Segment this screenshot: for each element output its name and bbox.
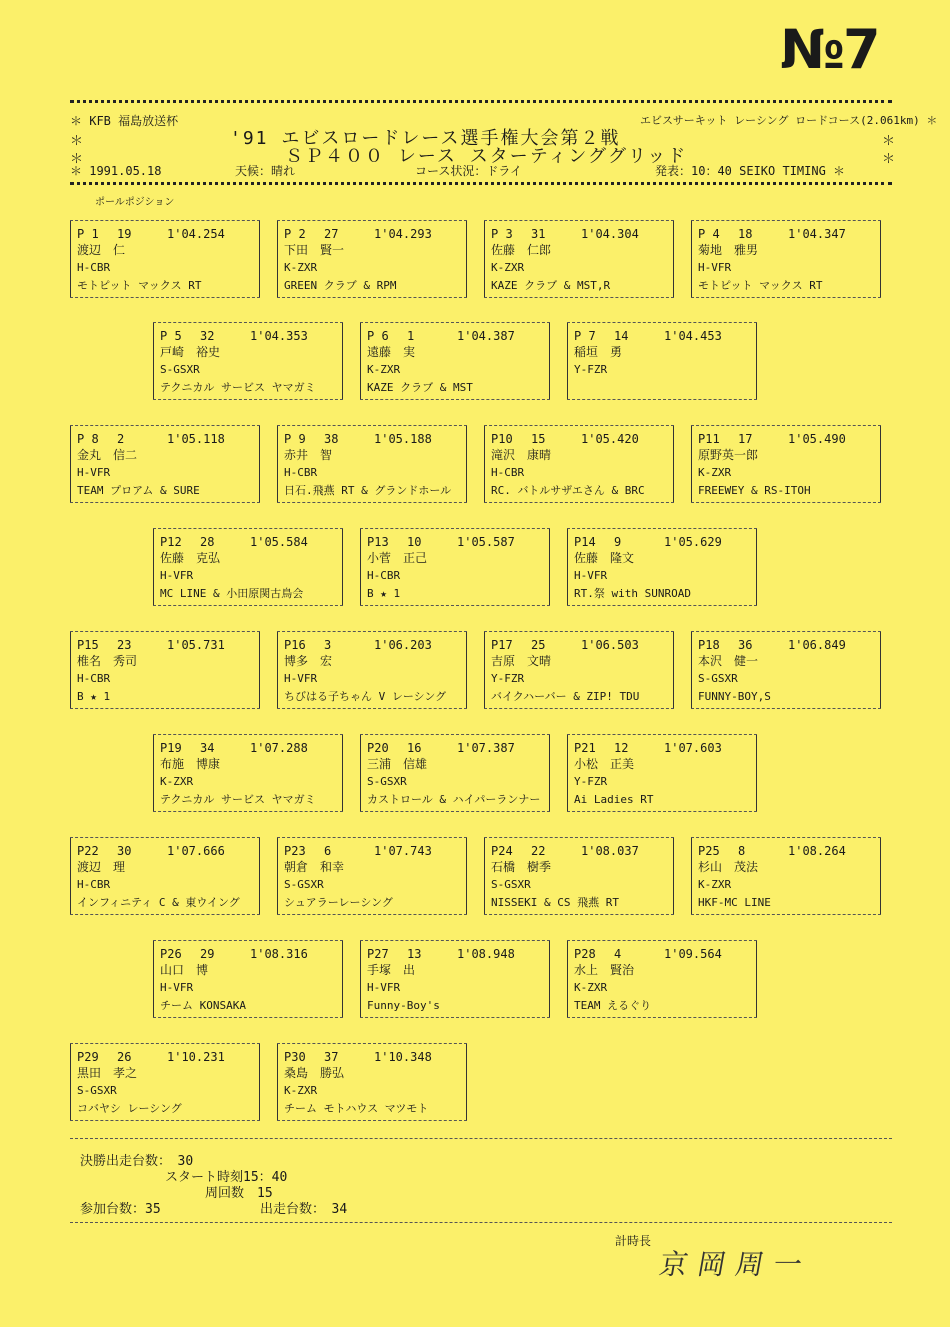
team-name: チーム KONSAKA <box>160 999 246 1012</box>
grid-pos: P25 <box>698 844 720 858</box>
rider-name: 渡辺 理 <box>77 860 126 874</box>
team-name: カストロール & ハイパーランナー <box>367 793 541 806</box>
grid-num: 4 <box>614 947 622 961</box>
grid-time: 1'05.629 <box>664 535 722 549</box>
team-name: 日石.飛燕 RT & グランドホール <box>284 484 452 497</box>
team-name: Ai Ladies RT <box>574 793 654 806</box>
grid-position-line <box>77 843 253 859</box>
grid-pos: P16 <box>284 638 306 652</box>
machine: H-VFR <box>160 569 194 582</box>
team-name: テクニカル サービス ヤマガミ <box>160 381 316 394</box>
grid-time: 1'07.387 <box>457 741 515 755</box>
grid-pos: P 2 <box>284 227 306 241</box>
grid-box <box>70 837 260 915</box>
grid-box <box>484 631 674 709</box>
footer-rule <box>70 1138 892 1139</box>
team-name: RC. バトルサザエさん & BRC <box>491 484 645 497</box>
team-name: モトピット マックス RT <box>698 279 823 292</box>
header-star-right-1: ＊ <box>882 134 896 149</box>
start-time: スタート時刻15：40 <box>165 1170 288 1185</box>
team-name: FREEWEY & RS-ITOH <box>698 484 811 497</box>
grid-box <box>70 220 260 298</box>
grid-num: 15 <box>531 432 546 446</box>
grid-num: 25 <box>531 638 546 652</box>
grid-position-line <box>77 637 253 653</box>
lap-count: 周回数 15 <box>205 1186 273 1201</box>
grid-position-line <box>284 1049 460 1065</box>
machine: K-ZXR <box>698 878 732 891</box>
team-name: KAZE クラブ & MST <box>367 381 473 394</box>
grid-box <box>153 322 343 400</box>
grid-position-line <box>284 843 460 859</box>
grid-position-line <box>284 637 460 653</box>
grid-position-line <box>698 226 874 242</box>
grid-time: 1'05.731 <box>167 638 225 652</box>
grid-time: 1'08.264 <box>788 844 846 858</box>
rider-name: 黒田 孝之 <box>77 1066 138 1080</box>
rider-name: 金丸 信二 <box>77 448 138 462</box>
grid-position-line <box>160 328 336 344</box>
rider-name: 石橋 樹季 <box>491 860 552 874</box>
rider-name: 稲垣 勇 <box>574 345 623 359</box>
grid-num: 6 <box>324 844 332 858</box>
rider-name: 遠藤 実 <box>367 345 416 359</box>
grid-box <box>691 631 881 709</box>
grid-num: 10 <box>407 535 422 549</box>
grid-time: 1'04.353 <box>250 329 308 343</box>
grid-box <box>567 528 757 606</box>
team-name: KAZE クラブ & MST,R <box>491 279 611 292</box>
grid-box <box>153 940 343 1018</box>
grid-box <box>484 220 674 298</box>
grid-time: 1'08.948 <box>457 947 515 961</box>
grid-time: 1'06.503 <box>581 638 639 652</box>
grid-time: 1'04.387 <box>457 329 515 343</box>
grid-position-line <box>698 843 874 859</box>
grid-position-line <box>77 431 253 447</box>
team-name: バイクハーバー & ZIP! TDU <box>491 690 640 703</box>
starters-count: 出走台数： 34 <box>260 1202 348 1217</box>
grid-num: 22 <box>531 844 546 858</box>
grid-num: 29 <box>200 947 215 961</box>
grid-num: 32 <box>200 329 215 343</box>
header-course: エビスサーキット レーシング ロードコース(2.061km) ＊ <box>640 114 938 127</box>
grid-num: 2 <box>117 432 125 446</box>
machine: K-ZXR <box>574 981 608 994</box>
grid-num: 28 <box>200 535 215 549</box>
grid-position-line <box>574 534 750 550</box>
grid-position-line <box>491 226 667 242</box>
rider-name: 山口 博 <box>160 963 209 977</box>
grid-num: 18 <box>738 227 753 241</box>
team-name <box>574 380 750 396</box>
grid-pos: P18 <box>698 638 720 652</box>
rider-name: 桑島 勝弘 <box>284 1066 345 1080</box>
machine: H-VFR <box>160 981 194 994</box>
rider-name: 博多 宏 <box>284 654 333 668</box>
rider-name: 椎名 秀司 <box>77 654 138 668</box>
grid-position-line <box>491 431 667 447</box>
team-name: B ★ 1 <box>77 690 111 703</box>
rider-name: 赤井 智 <box>284 448 333 462</box>
grid-time: 1'05.420 <box>581 432 639 446</box>
grid-num: 9 <box>614 535 622 549</box>
grid-time: 1'04.453 <box>664 329 722 343</box>
grid-pos: P 4 <box>698 227 720 241</box>
grid-position-line <box>284 431 460 447</box>
rider-name: 佐藤 仁郎 <box>491 243 552 257</box>
grid-position-line <box>574 328 750 344</box>
document-number: №7 <box>780 18 879 81</box>
grid-num: 16 <box>407 741 422 755</box>
machine: S-GSXR <box>367 775 407 788</box>
rider-name: 本沢 健一 <box>698 654 759 668</box>
machine: H-VFR <box>698 261 732 274</box>
grid-num: 14 <box>614 329 629 343</box>
finalists-count: 決勝出走台数： 30 <box>80 1154 194 1169</box>
grid-box <box>484 425 674 503</box>
machine: H-CBR <box>491 466 525 479</box>
team-name: GREEN クラブ & RPM <box>284 279 397 292</box>
machine: H-CBR <box>367 569 401 582</box>
machine: S-GSXR <box>77 1084 117 1097</box>
grid-pos: P21 <box>574 741 596 755</box>
grid-pos: P14 <box>574 535 596 549</box>
grid-time: 1'07.603 <box>664 741 722 755</box>
rider-name: 吉原 文晴 <box>491 654 552 668</box>
grid-box <box>277 220 467 298</box>
grid-box <box>153 734 343 812</box>
grid-time: 1'04.304 <box>581 227 639 241</box>
grid-position-line <box>574 740 750 756</box>
grid-box <box>691 220 881 298</box>
grid-num: 23 <box>117 638 132 652</box>
grid-box <box>360 940 550 1018</box>
grid-time: 1'04.293 <box>374 227 432 241</box>
header-subtitle: ＳＰ４００ レース スターティンググリッド <box>285 146 688 167</box>
pole-position-label: ポールポジション <box>95 197 175 208</box>
grid-position-line <box>491 843 667 859</box>
grid-box <box>277 1043 467 1121</box>
grid-position-line <box>160 946 336 962</box>
grid-position-line <box>77 226 253 242</box>
header-star-right-2: ＊ <box>882 152 896 167</box>
header-rule-top <box>70 100 892 103</box>
grid-num: 3 <box>324 638 332 652</box>
grid-time: 1'07.743 <box>374 844 432 858</box>
team-name: FUNNY-BOY,S <box>698 690 771 703</box>
header-course-condition: コース状況：ドライ <box>415 164 523 178</box>
rider-name: 三浦 信雄 <box>367 757 428 771</box>
grid-pos: P15 <box>77 638 99 652</box>
team-name: NISSEKI & CS 飛燕 RT <box>491 896 619 909</box>
rider-name: 手塚 出 <box>367 963 416 977</box>
grid-pos: P22 <box>77 844 99 858</box>
grid-position-line <box>367 328 543 344</box>
rider-name: 布施 博康 <box>160 757 221 771</box>
machine: K-ZXR <box>160 775 194 788</box>
grid-box <box>484 837 674 915</box>
grid-box <box>277 425 467 503</box>
machine: K-ZXR <box>491 261 525 274</box>
rider-name: 小菅 正己 <box>367 551 428 565</box>
rider-name: 水上 賢治 <box>574 963 635 977</box>
grid-pos: P 6 <box>367 329 389 343</box>
team-name: テクニカル サービス ヤマガミ <box>160 793 316 806</box>
grid-num: 12 <box>614 741 629 755</box>
grid-pos: P 1 <box>77 227 99 241</box>
grid-time: 1'05.584 <box>250 535 308 549</box>
grid-position-line <box>491 637 667 653</box>
grid-position-line <box>284 226 460 242</box>
grid-pos: P27 <box>367 947 389 961</box>
machine: H-VFR <box>574 569 608 582</box>
rider-name: 原野英一郎 <box>698 448 759 462</box>
team-name: HKF-MC LINE <box>698 896 771 909</box>
team-name: シュアラーレーシング <box>284 896 393 909</box>
grid-time: 1'04.254 <box>167 227 225 241</box>
grid-box <box>70 1043 260 1121</box>
team-name: TEAM えるぐり <box>574 999 652 1012</box>
machine: H-CBR <box>77 878 111 891</box>
header-date: ＊ 1991.05.18 <box>70 164 162 178</box>
rider-name: 滝沢 康晴 <box>491 448 552 462</box>
grid-pos: P17 <box>491 638 513 652</box>
machine: S-GSXR <box>284 878 324 891</box>
machine: Y-FZR <box>574 775 608 788</box>
grid-pos: P24 <box>491 844 513 858</box>
grid-position-line <box>160 740 336 756</box>
team-name: TEAM プロアム & SURE <box>77 484 200 497</box>
machine: H-VFR <box>284 672 318 685</box>
machine: Y-FZR <box>574 363 608 376</box>
grid-pos: P 8 <box>77 432 99 446</box>
grid-num: 36 <box>738 638 753 652</box>
machine: H-VFR <box>77 466 111 479</box>
grid-time: 1'06.203 <box>374 638 432 652</box>
grid-time: 1'10.348 <box>374 1050 432 1064</box>
grid-time: 1'07.666 <box>167 844 225 858</box>
grid-box <box>567 322 757 400</box>
grid-num: 17 <box>738 432 753 446</box>
rider-name: 佐藤 隆文 <box>574 551 635 565</box>
grid-time: 1'09.564 <box>664 947 722 961</box>
grid-position-line <box>160 534 336 550</box>
header-star-left-2: ＊ <box>70 152 84 167</box>
grid-pos: P23 <box>284 844 306 858</box>
team-name: RT.祭 with SUNROAD <box>574 587 691 600</box>
grid-num: 19 <box>117 227 132 241</box>
machine: H-VFR <box>367 981 401 994</box>
machine: K-ZXR <box>284 1084 318 1097</box>
rider-name: 下田 賢一 <box>284 243 345 257</box>
header-star-left-1: ＊ <box>70 134 84 149</box>
grid-box <box>70 425 260 503</box>
rider-name: 小松 正美 <box>574 757 635 771</box>
grid-box <box>360 734 550 812</box>
rider-name: 渡辺 仁 <box>77 243 126 257</box>
header-rule-bottom <box>70 182 892 185</box>
grid-pos: P28 <box>574 947 596 961</box>
grid-box <box>691 837 881 915</box>
team-name: MC LINE & 小田原関古鳥会 <box>160 587 304 600</box>
grid-time: 1'05.587 <box>457 535 515 549</box>
grid-position-line <box>367 534 543 550</box>
grid-pos: P19 <box>160 741 182 755</box>
rider-name: 佐藤 克弘 <box>160 551 221 565</box>
grid-position-line <box>77 1049 253 1065</box>
grid-pos: P30 <box>284 1050 306 1064</box>
grid-num: 30 <box>117 844 132 858</box>
header-title: '91 エビスロードレース選手権大会第２戦 <box>230 128 621 149</box>
grid-pos: P29 <box>77 1050 99 1064</box>
timekeeper-signature: 京岡周一 <box>656 1248 815 1281</box>
grid-pos: P26 <box>160 947 182 961</box>
grid-position-line <box>367 946 543 962</box>
machine: H-CBR <box>77 261 111 274</box>
grid-pos: P10 <box>491 432 513 446</box>
grid-num: 13 <box>407 947 422 961</box>
grid-pos: P 7 <box>574 329 596 343</box>
machine: S-GSXR <box>160 363 200 376</box>
grid-box <box>70 631 260 709</box>
grid-box <box>691 425 881 503</box>
grid-position-line <box>367 740 543 756</box>
grid-time: 1'10.231 <box>167 1050 225 1064</box>
grid-position-line <box>698 431 874 447</box>
rider-name: 菊地 雅男 <box>698 243 759 257</box>
team-name: B ★ 1 <box>367 587 401 600</box>
machine: K-ZXR <box>698 466 732 479</box>
rider-name: 杉山 茂法 <box>698 860 759 874</box>
grid-num: 26 <box>117 1050 132 1064</box>
grid-num: 1 <box>407 329 415 343</box>
entries-count: 参加台数：35 <box>80 1202 161 1217</box>
team-name: Funny-Boy's <box>367 999 440 1012</box>
grid-time: 1'05.490 <box>788 432 846 446</box>
machine: Y-FZR <box>491 672 525 685</box>
grid-num: 31 <box>531 227 546 241</box>
machine: K-ZXR <box>367 363 401 376</box>
grid-time: 1'08.316 <box>250 947 308 961</box>
grid-num: 8 <box>738 844 746 858</box>
team-name: ちびはる子ちゃん V レーシング <box>284 690 447 703</box>
header-broadcaster: ＊ KFB 福島放送杯 <box>70 114 179 128</box>
machine: H-CBR <box>284 466 318 479</box>
grid-time: 1'05.118 <box>167 432 225 446</box>
rider-name: 朝倉 和幸 <box>284 860 345 874</box>
grid-num: 27 <box>324 227 339 241</box>
grid-num: 38 <box>324 432 339 446</box>
grid-pos: P11 <box>698 432 720 446</box>
grid-time: 1'06.849 <box>788 638 846 652</box>
grid-box <box>567 734 757 812</box>
grid-pos: P12 <box>160 535 182 549</box>
footer-rule-2 <box>70 1222 892 1223</box>
team-name: モトピット マックス RT <box>77 279 202 292</box>
grid-time: 1'08.037 <box>581 844 639 858</box>
grid-pos: P 5 <box>160 329 182 343</box>
rider-name: 戸崎 裕史 <box>160 345 221 359</box>
grid-time: 1'07.288 <box>250 741 308 755</box>
team-name: インフィニティ C & 東ウイング <box>77 896 240 909</box>
grid-time: 1'04.347 <box>788 227 846 241</box>
grid-position-line <box>698 637 874 653</box>
machine: K-ZXR <box>284 261 318 274</box>
machine: H-CBR <box>77 672 111 685</box>
grid-box <box>360 528 550 606</box>
grid-pos: P 3 <box>491 227 513 241</box>
grid-pos: P13 <box>367 535 389 549</box>
grid-box <box>360 322 550 400</box>
grid-num: 37 <box>324 1050 339 1064</box>
timekeeper-label: 計時長 <box>615 1234 652 1248</box>
team-name: コバヤシ レーシング <box>77 1102 182 1115</box>
machine: S-GSXR <box>491 878 531 891</box>
grid-pos: P 9 <box>284 432 306 446</box>
team-name: チーム モトハウス マツモト <box>284 1102 429 1115</box>
grid-time: 1'05.188 <box>374 432 432 446</box>
header-weather: 天候：晴れ <box>235 164 296 178</box>
grid-box <box>277 837 467 915</box>
grid-box <box>277 631 467 709</box>
grid-position-line <box>574 946 750 962</box>
grid-box <box>567 940 757 1018</box>
machine: S-GSXR <box>698 672 738 685</box>
header-announcement: 発表：10：40 SEIKO TIMING ＊ <box>655 164 846 178</box>
grid-num: 34 <box>200 741 215 755</box>
grid-box <box>153 528 343 606</box>
grid-pos: P20 <box>367 741 389 755</box>
